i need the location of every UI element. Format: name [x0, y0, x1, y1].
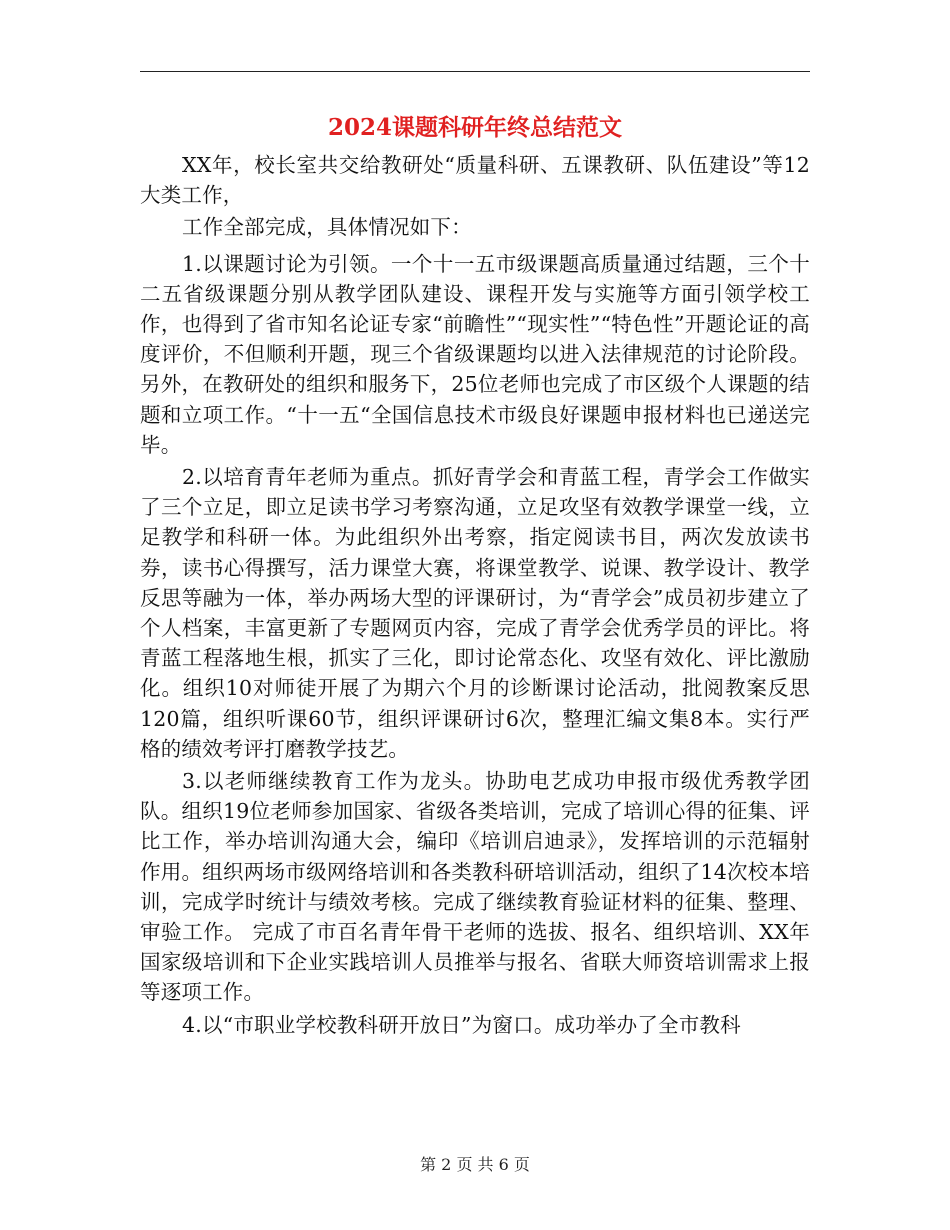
page-number: 第 2 页 共 6 页	[420, 1155, 530, 1174]
header-rule	[140, 71, 810, 72]
document-title: 2024课题科研年终总结范文	[327, 114, 622, 141]
paragraph-intro: XX年，校长室共交给教研处“质量科研、五课教研、队伍建设”等12大类工作，	[140, 153, 810, 208]
paragraph-item-3: 3.以老师继续教育工作为龙头。协助电艺成功申报市级优秀教学团队。组织19位老师参加国家、省级各类培训，完成了培训心得的征集、评比工作，举办培训沟通大会，编印《培训启迪录》，发挥培训的示范辐射作用。组织两场市级网络培训和各类教科研培训活动，组织了14次校本培训，完成学时统计与绩效考核。完成了继续教育验证材料的征集、整理、审验工作。 完成了市百名青年骨干老师的选拔、报名、组织培训、XX年国家级培训和下企业实践培训人员推举与报名、省联大师资培训需求上报等逐项工作。	[140, 769, 810, 1005]
document-body	[140, 150, 810, 1042]
paragraph-item-2: 2.以培育青年老师为重点。抓好青学会和青蓝工程，青学会工作做实了三个立足，即立足读书学习考察沟通，立足攻坚有效教学课堂一线，立足教学和科研一体。为此组织外出考察，指定阅读书目，两次发放读书券，读书心得撰写，活力课堂大赛，将课堂教学、说课、教学设计、教学反思等融为一体，举办两场大型的评课研讨，为“青学会”成员初步建立了个人档案，丰富更新了专题网页内容，完成了青学会优秀学员的评比。将青蓝工程落地生根，抓实了三化，即讨论常态化、攻坚有效化、评比激励化。组织10对师徒开展了为期六个月的诊断课讨论活动，批阅教案反思120篇，组织听课60节，组织评课研讨6次，整理汇编文集8本。实行严格的绩效考评打磨教学技艺。	[140, 465, 810, 761]
page-footer	[140, 1153, 810, 1177]
paragraph-item-1: 1.以课题讨论为引领。一个十一五市级课题高质量通过结题，三个十二五省级课题分别从教学团队建设、课程开发与实施等方面引领学校工作，也得到了省市知名论证专家“前瞻性”“现实性”“特色性”开题论证的高度评价，不但顺利开题，现三个省级课题均以进入法律规范的讨论阶段。另外，在教研处的组织和服务下，25位老师也完成了市区级个人课题的结题和立项工作。“十一五“全国信息技术市级良好课题申报材料也已递送完毕。	[140, 251, 810, 457]
paragraph-item-4: 4.以“市职业学校教科研开放日”为窗口。成功举办了全市教科	[182, 1012, 741, 1037]
paragraph-summary: 工作全部完成，具体情况如下：	[182, 215, 472, 240]
